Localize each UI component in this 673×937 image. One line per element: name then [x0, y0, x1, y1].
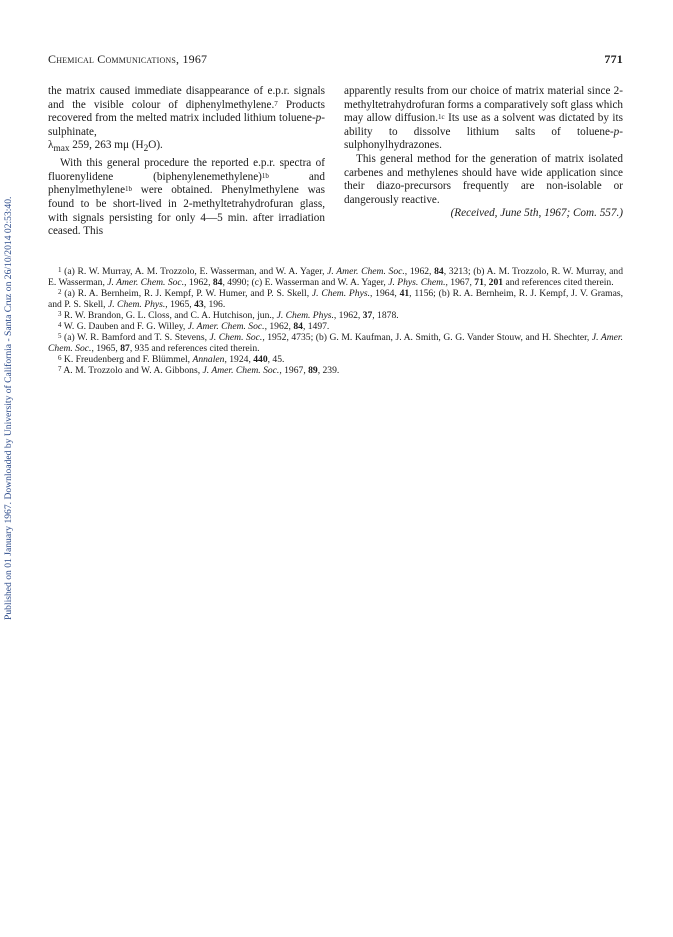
reference-item: $^6$ K. Freudenberg and F. Blümmel, Annalen, 1924, 440, 45. — [58, 354, 285, 365]
reference-number: 7 — [58, 365, 62, 373]
reference-number: 4 — [58, 321, 62, 329]
references-list — [48, 266, 623, 376]
reference-item: $^5$ (a) W. R. Bamford and T. S. Stevens, J. Chem. Soc., 1952, 4735; (b) G. M. Kaufman, J. A. Smith, G. G. Vander Stouw, and H. Shechter, J. Amer. Chem. Soc., 1965, 87, 935 and references cited therein. — [48, 332, 623, 354]
ref-superscript: 1b — [261, 171, 269, 180]
ref-superscript: 7 — [274, 99, 278, 108]
ref-superscript: 1c — [438, 113, 445, 122]
reference-item: $^3$ R. W. Brandon, G. L. Closs, and C. A. Hutchison, jun., J. Chem. Phys., 1962, 37, 1878. — [58, 310, 399, 321]
reference-item: $^7$ A. M. Trozzolo and W. A. Gibbons, J. Amer. Chem. Soc., 1967, 89, 239. — [58, 365, 340, 376]
received-date: (Received, June 5th, 1967; Com. 557.) — [450, 207, 623, 220]
reference-item: $^1$ (a) R. W. Murray, A. M. Trozzolo, E. Wasserman, and W. A. Yager, J. Amer. Chem. Soc., 1962, 84, 3213; (b) A. M. Trozzolo, R. W. Murray, and E. Wasserman, J. Amer. Chem. Soc., 1962, 84, 4990; (c) E. Wasserman and W. A. Yager, J. Phys. Chem., 1967, 71, 201 and references cited therein. — [48, 266, 623, 288]
lambda-symbol: λ — [48, 139, 54, 152]
left-column — [48, 85, 325, 239]
reference-number: 3 — [58, 310, 62, 318]
reference-number: 6 — [58, 354, 62, 362]
left-paragraph-2: With this general procedure the reported e.p.r. spectra of fluorenylidene (biphenylenemethylene)$^{1b}$ and phenylmethylene$^{1b}$ were obtained. Phenylmethylene was found to be short-lived in 2-methyltetrahydrofuran glass, with signals persisting for only 4—5 min. after irradiation ceased. This — [48, 157, 325, 238]
right-paragraph-2: This general method for the generation of matrix isolated carbenes and methylenes should have wide application since their diazo-precursors frequently are non-isolable or dangerously reactive. — [344, 152, 623, 206]
reference-number: 1 — [58, 266, 62, 274]
reference-item: $^4$ W. G. Dauben and F. G. Willey, J. Amer. Chem. Soc., 1962, 84, 1497. — [58, 321, 330, 332]
right-paragraph-1: apparently results from our choice of matrix material since 2-methyltetrahydrofuran forms a comparatively soft glass which may allow diffusion.$^{1c}$ Its use as a solvent was dictated by its ability to dissolve lithium salts of toluene-p-sulphonylhydrazones. — [344, 85, 623, 152]
journal-title: Chemical Communications, 1967 — [48, 52, 208, 66]
left-paragraph-1: the matrix caused immediate disappearance of e.p.r. signals and the visible colour of diphenylmethylene.$^7$ Products recovered from the melted matrix included lithium toluene-p-sulphinate, $\lambda_{max}$ 259, 263 mμ $(H_2O)$. — [48, 85, 325, 155]
reference-number: 5 — [58, 332, 62, 340]
page-header — [48, 52, 623, 70]
download-watermark: Published on 01 January 1967. Downloaded by University of California - Santa Cruz on 26/10/2014 02:53:40. — [3, 196, 14, 620]
page-number: 771 — [604, 52, 623, 66]
reference-item: $^2$ (a) R. A. Bernheim, R. J. Kempf, P. W. Humer, and P. S. Skell, J. Chem. Phys., 1964, 41, 1156; (b) R. A. Bernheim, R. J. Kempf, J. V. Gramas, and P. S. Skell, J. Chem. Phys., 1965, 43, 196. — [48, 288, 624, 310]
right-column — [344, 85, 623, 221]
ref-superscript: 1b — [125, 185, 133, 194]
reference-number: 2 — [58, 288, 62, 296]
